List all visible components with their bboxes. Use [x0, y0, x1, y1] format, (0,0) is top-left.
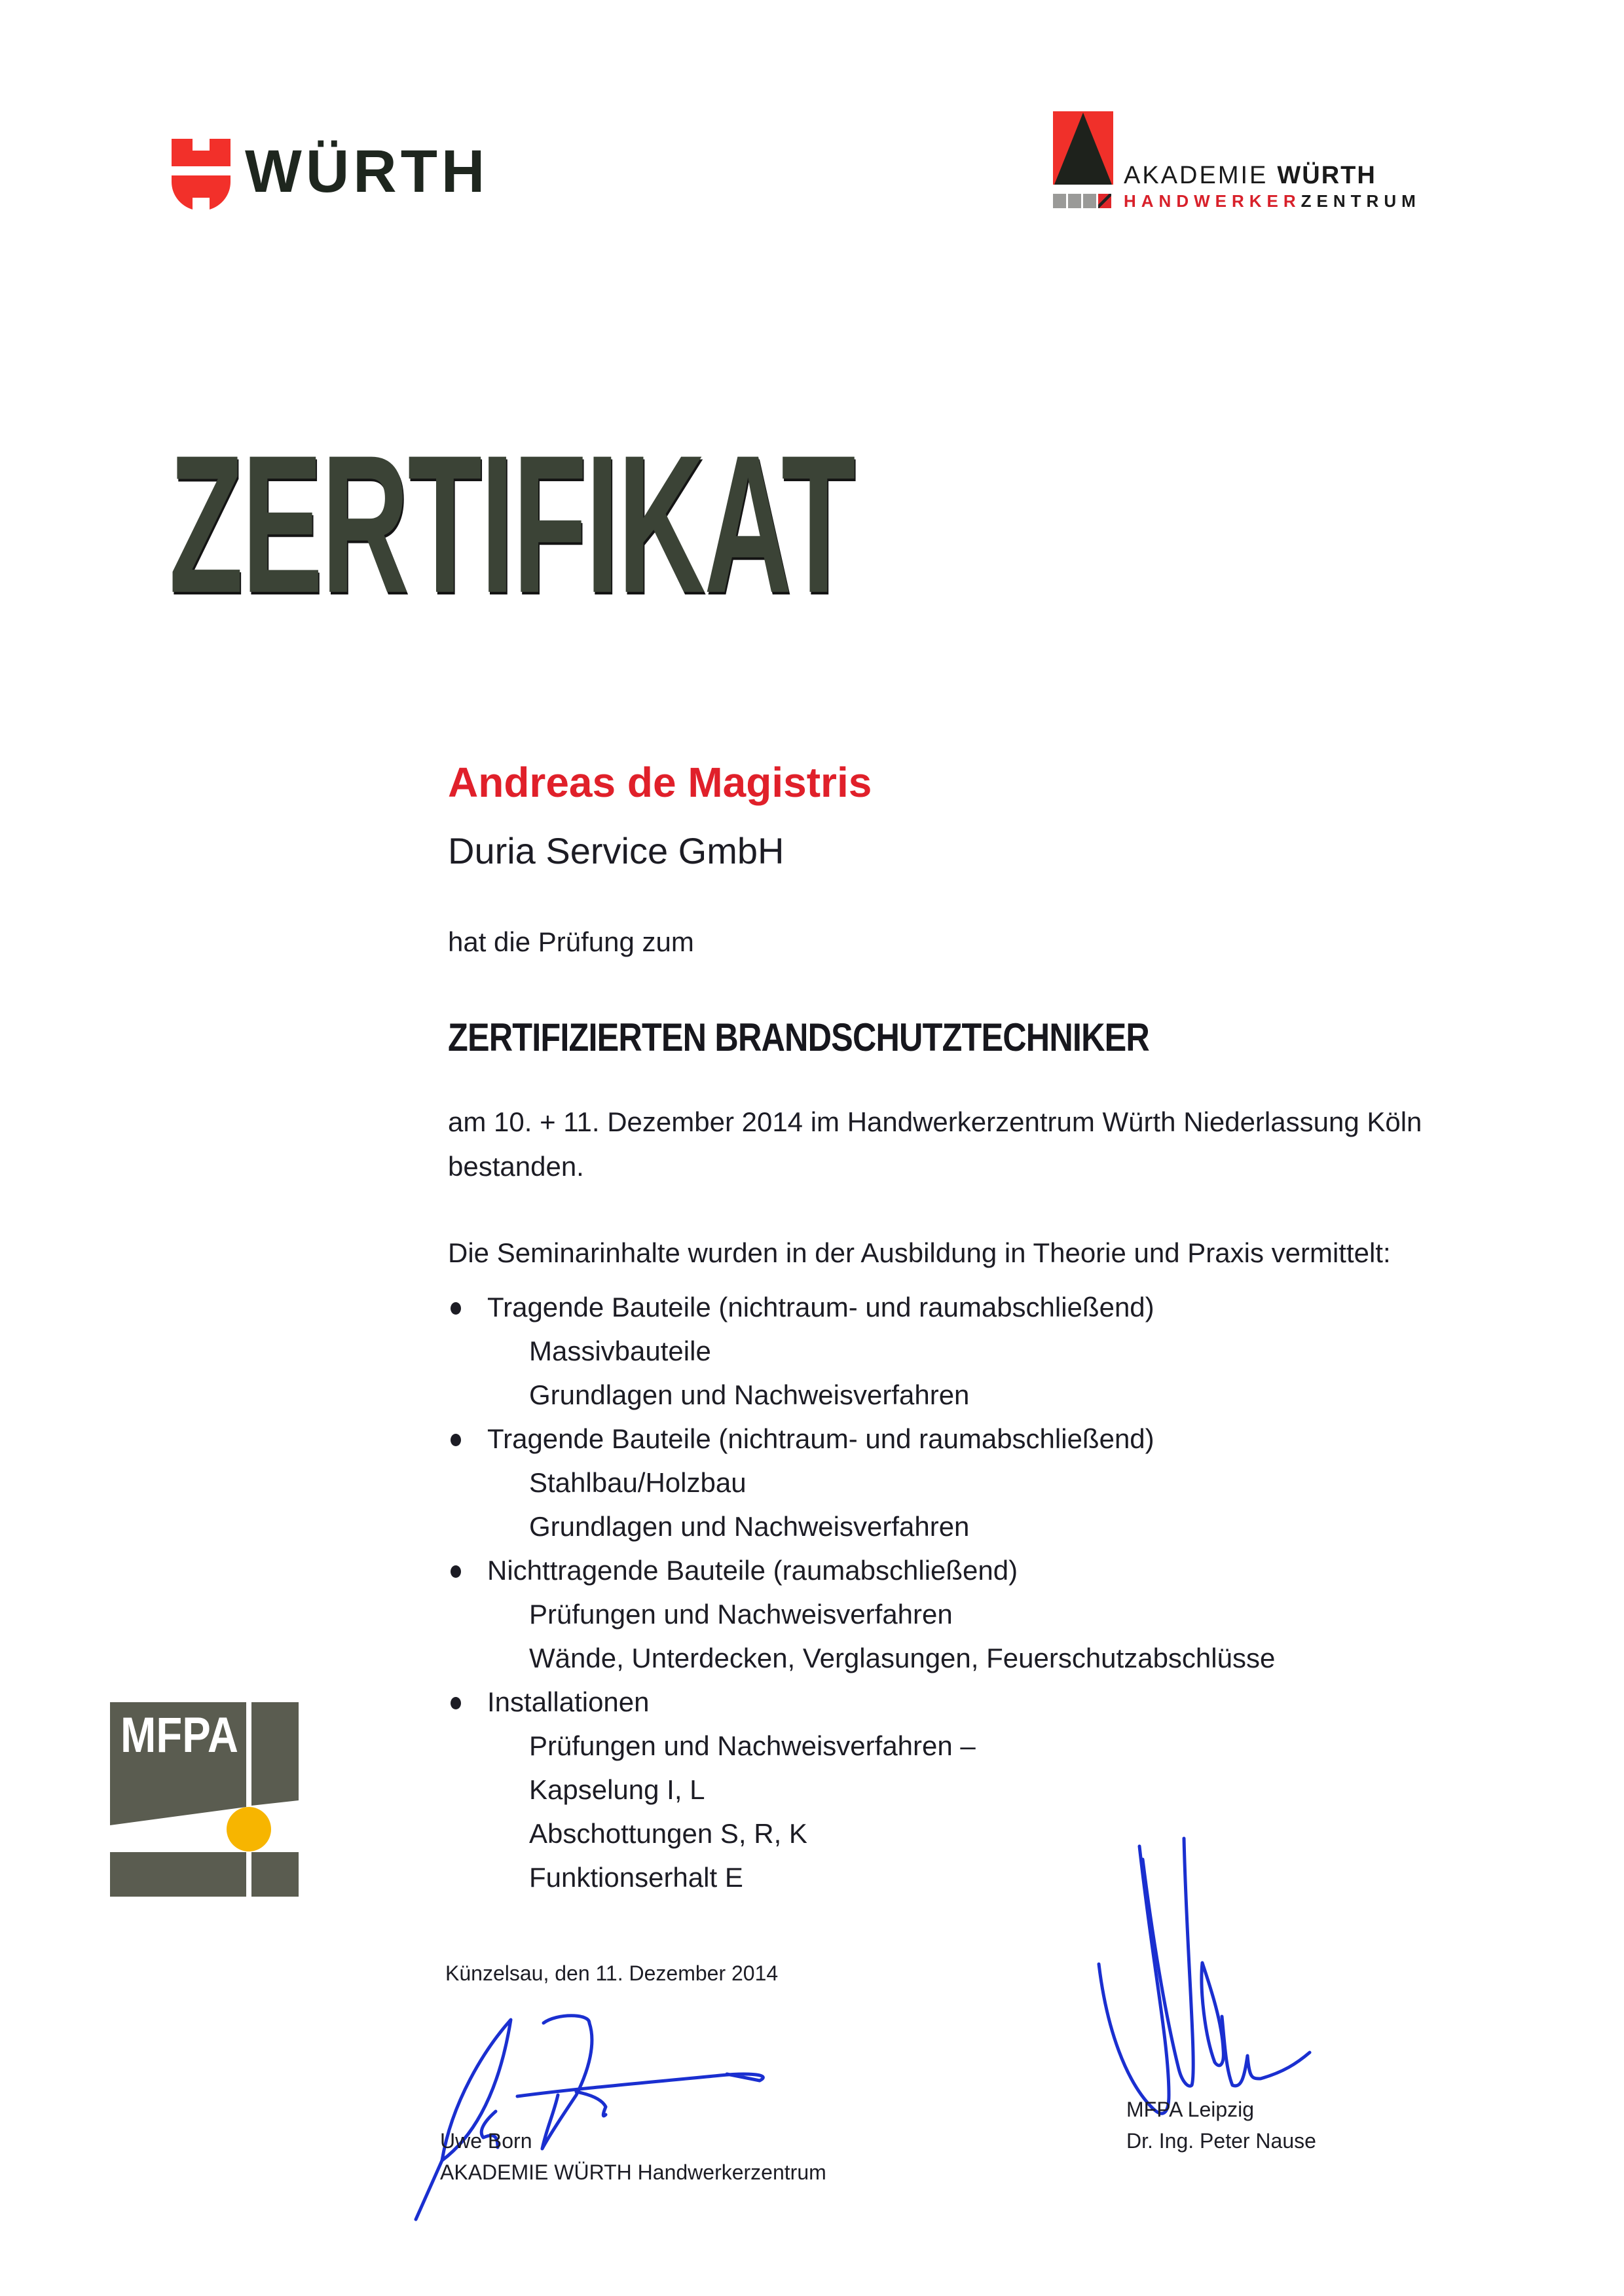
mfpa-logo-text: MFPA	[120, 1707, 238, 1763]
recipient-name: Andreas de Magistris	[448, 759, 872, 806]
topic-subitem: Massivbauteile	[529, 1336, 711, 1366]
topic-subitem: Funktionserhalt E	[529, 1862, 743, 1893]
bullet-icon	[451, 1565, 461, 1578]
topic-item	[448, 1548, 1496, 1680]
gray-block-icon	[1053, 194, 1066, 208]
bullet-icon	[451, 1302, 461, 1315]
akademie-title: AKADEMIE WÜRTH	[1124, 162, 1376, 189]
mfpa-logo	[110, 1702, 300, 1899]
topic-subitem: Stahlbau/Holzbau	[529, 1467, 747, 1498]
topic-subitem: Abschottungen S, R, K	[529, 1818, 807, 1849]
topic-title: Installationen	[487, 1686, 650, 1717]
topic-item	[448, 1417, 1496, 1548]
wurth-logo	[172, 139, 499, 217]
bullet-icon	[451, 1697, 461, 1709]
bullet-icon	[451, 1434, 461, 1446]
signatory-right-name: Dr. Ing. Peter Nause	[1126, 2129, 1316, 2153]
topic-subitem: Grundlagen und Nachweisverfahren	[529, 1379, 970, 1410]
topic-subitem: Wände, Unterdecken, Verglasungen, Feuerschutzabschlüsse	[529, 1643, 1276, 1673]
gray-block-icon	[1083, 194, 1096, 208]
recipient-company: Duria Service GmbH	[448, 830, 784, 871]
intro-text: hat die Prüfung zum	[448, 926, 694, 957]
topic-title: Nichttragende Bauteile (raumabschließend)	[487, 1555, 1018, 1586]
topic-subitem: Grundlagen und Nachweisverfahren	[529, 1511, 970, 1542]
topic-subitem: Kapselung I, L	[529, 1774, 705, 1805]
exam-details: am 10. + 11. Dezember 2014 im Handwerkerzentrum Würth Niederlassung Köln	[448, 1106, 1422, 1137]
certificate-title: ZERTIFIKAT	[169, 414, 855, 634]
wurth-logo-icon	[172, 139, 231, 211]
triangle-icon	[1053, 111, 1113, 185]
wurth-logo-text: WÜRTH	[245, 138, 489, 205]
place-date: Künzelsau, den 11. Dezember 2014	[445, 1961, 779, 1985]
seminar-intro: Die Seminarinhalte wurden in der Ausbildung in Theorie und Praxis vermittelt:	[448, 1237, 1391, 1268]
topic-title: Tragende Bauteile (nichtraum- und raumabschließend)	[487, 1423, 1154, 1454]
topic-list	[448, 1285, 1496, 1899]
signatory-right-organization: MFPA Leipzig	[1126, 2098, 1255, 2121]
red-slash-block-icon	[1098, 194, 1111, 208]
topic-subitem: Prüfungen und Nachweisverfahren –	[529, 1730, 976, 1761]
topic-title: Tragende Bauteile (nichtraum- und raumabschließend)	[487, 1292, 1154, 1322]
akademie-subtitle: HANDWERKERZENTRUM	[1053, 194, 1113, 213]
exam-result: bestanden.	[448, 1151, 584, 1182]
gray-block-icon	[1068, 194, 1081, 208]
qualification-title: ZERTIFIZIERTEN BRANDSCHUTZTECHNIKER	[448, 1015, 1149, 1059]
signatory-left-organization: AKADEMIE WÜRTH Handwerkerzentrum	[440, 2160, 826, 2184]
akademie-wurth-logo	[1053, 111, 1446, 223]
topic-item	[448, 1285, 1496, 1417]
topic-subitem: Prüfungen und Nachweisverfahren	[529, 1599, 953, 1630]
signatory-left-name: Uwe Born	[440, 2129, 532, 2153]
mfpa-logo-icon	[110, 1702, 300, 1899]
signature-left	[406, 1958, 930, 2232]
